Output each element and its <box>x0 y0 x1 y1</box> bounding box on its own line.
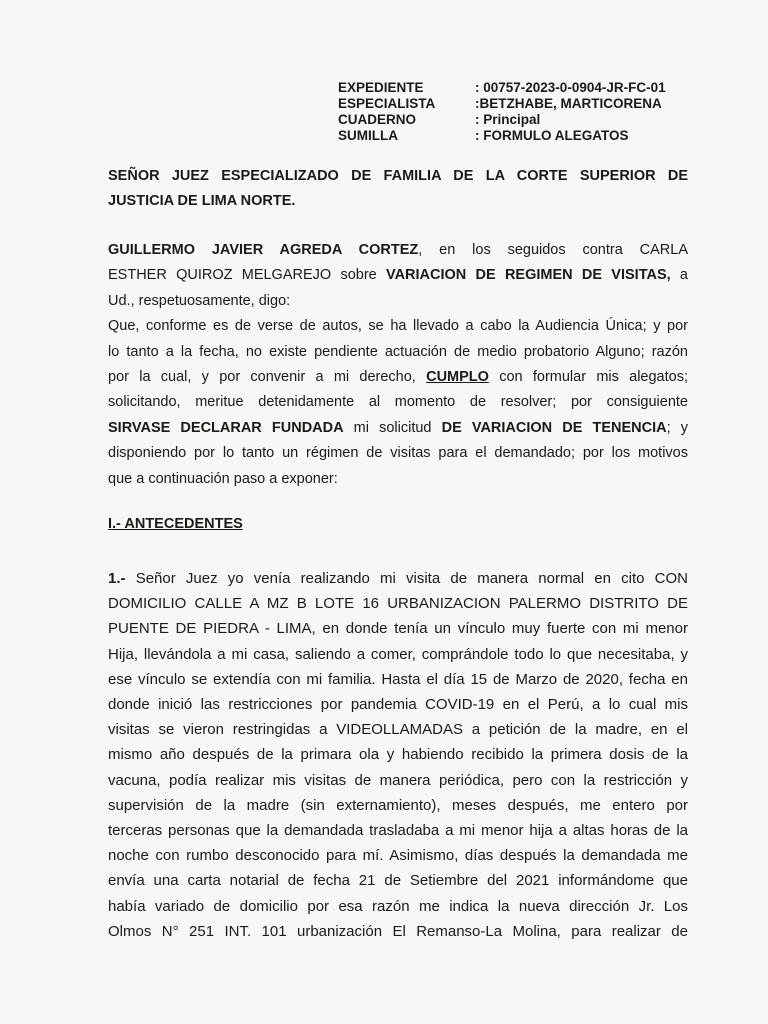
header-value: : 00757-2023-0-0904-JR-FC-01 <box>475 80 666 95</box>
header-row-cuaderno <box>338 112 666 128</box>
bold-underlined-span: CUMPLO <box>426 369 489 386</box>
text-line: ese vínculo se extendía con mi familia. Hasta el día 15 de Marzo de 2020, fecha en <box>108 670 688 688</box>
antecedentes-paragraph-1 <box>108 566 688 944</box>
text-line <box>108 566 688 591</box>
addressee-line: JUSTICIA DE LIMA NORTE. <box>108 193 296 209</box>
text-line: vacuna, podía realizar mis visitas de manera periódica, pero con la restricción y <box>108 771 688 789</box>
text-line: había variado de domicilio por esa razón me indica la nueva dirección Jr. Los <box>108 897 688 915</box>
text-line: terceras personas que la demandada trasladaba a mi menor hija a altas horas de la <box>108 822 688 840</box>
bold-span: SIRVASE DECLARAR FUNDADA <box>108 419 344 436</box>
text-line: mismo año después de la primara ola y habiendo recibido la primera dosis de la <box>108 746 688 764</box>
text-line: Que, conforme es de verse de autos, se ha llevado a cabo la Audiencia Única; y por <box>108 318 688 335</box>
header-value: : Principal <box>475 112 541 127</box>
text-line: donde inició las restricciones por pandemia COVID-19 en el Perú, a lo cual mis <box>108 696 688 714</box>
header-label: CUADERNO <box>338 112 417 127</box>
text-line: que a continuación paso a exponer: <box>108 470 338 487</box>
text-line: DOMICILIO CALLE A MZ B LOTE 16 URBANIZACION PALERMO DISTRITO DE <box>108 595 688 613</box>
text-line: solicitando, meritue detenidamente al momento de resolver; por consiguiente <box>108 394 688 411</box>
petitioner-name: GUILLERMO JAVIER AGREDA CORTEZ <box>108 242 419 258</box>
text-span: a <box>670 267 688 284</box>
header-label: SUMILLA <box>338 128 398 143</box>
text-line: envía una carta notarial de fecha 21 de Setiembre del 2021 informándome que <box>108 872 688 890</box>
header-label: EXPEDIENTE <box>338 80 424 95</box>
text-line <box>108 365 688 390</box>
text-span: Señor Juez yo venía realizando mi visita de manera normal en cito CON <box>125 570 688 587</box>
text-line: visitas se vieron restringidas a VIDEOLLAMADAS a petición de la madre, en el <box>108 721 688 739</box>
header-value: :BETZHABE, MARTICORENA <box>475 96 662 111</box>
text-line: noche con rumbo desconocido para mí. Asimismo, días después la demandada me <box>108 847 688 865</box>
text-line: Ud., respetuosamente, digo: <box>108 292 291 309</box>
text-span: ESTHER QUIROZ MELGAREJO sobre <box>108 267 386 284</box>
text-line: Hija, llevándola a mi casa, saliendo a comer, comprándole todo lo que necesitaba, y <box>108 645 688 663</box>
header-row-especialista <box>338 96 666 112</box>
header-label: ESPECIALISTA <box>338 96 436 111</box>
text-line: PUENTE DE PIEDRA - LIMA, en donde tenía un vínculo muy fuerte con mi menor <box>108 620 688 638</box>
text-line <box>108 263 688 288</box>
text-span: mi solicitud <box>343 419 442 436</box>
section-heading: I.- ANTECEDENTES <box>108 516 243 532</box>
text-line: supervisión de la madre (sin externamiento), meses después, me entero por <box>108 796 688 814</box>
text-line <box>108 416 688 441</box>
text-line: lo tanto a la fecha, no existe pendiente actuación de medio probatorio Alguno; razón <box>108 343 688 360</box>
paragraph-number: 1.- <box>108 570 126 587</box>
text-line: Olmos N° 251 INT. 101 urbanización El Remanso-La Molina, para realizar de <box>108 922 688 940</box>
bold-span: DE VARIACION DE TENENCIA <box>441 419 667 436</box>
intro-paragraph <box>108 238 688 492</box>
header-row-expediente <box>338 80 666 96</box>
header-value: : FORMULO ALEGATOS <box>475 128 629 143</box>
addressee-line: SEÑOR JUEZ ESPECIALIZADO DE FAMILIA DE LA CORTE SUPERIOR DE <box>108 168 688 184</box>
text-span: , en los seguidos contra CARLA <box>418 242 689 258</box>
bold-span: VARIACION DE REGIMEN DE VISITAS, <box>385 267 671 284</box>
addressee <box>108 164 688 214</box>
text-span: por la cual, y por convenir a mi derecho, <box>108 369 427 386</box>
text-line <box>108 238 688 263</box>
case-header <box>338 80 666 144</box>
text-line: disponiendo por lo tanto un régimen de visitas para el demandado; por los motivos <box>108 445 688 462</box>
text-span: con formular mis alegatos; <box>488 369 688 386</box>
text-span: ; y <box>666 419 688 436</box>
header-row-sumilla <box>338 128 666 144</box>
